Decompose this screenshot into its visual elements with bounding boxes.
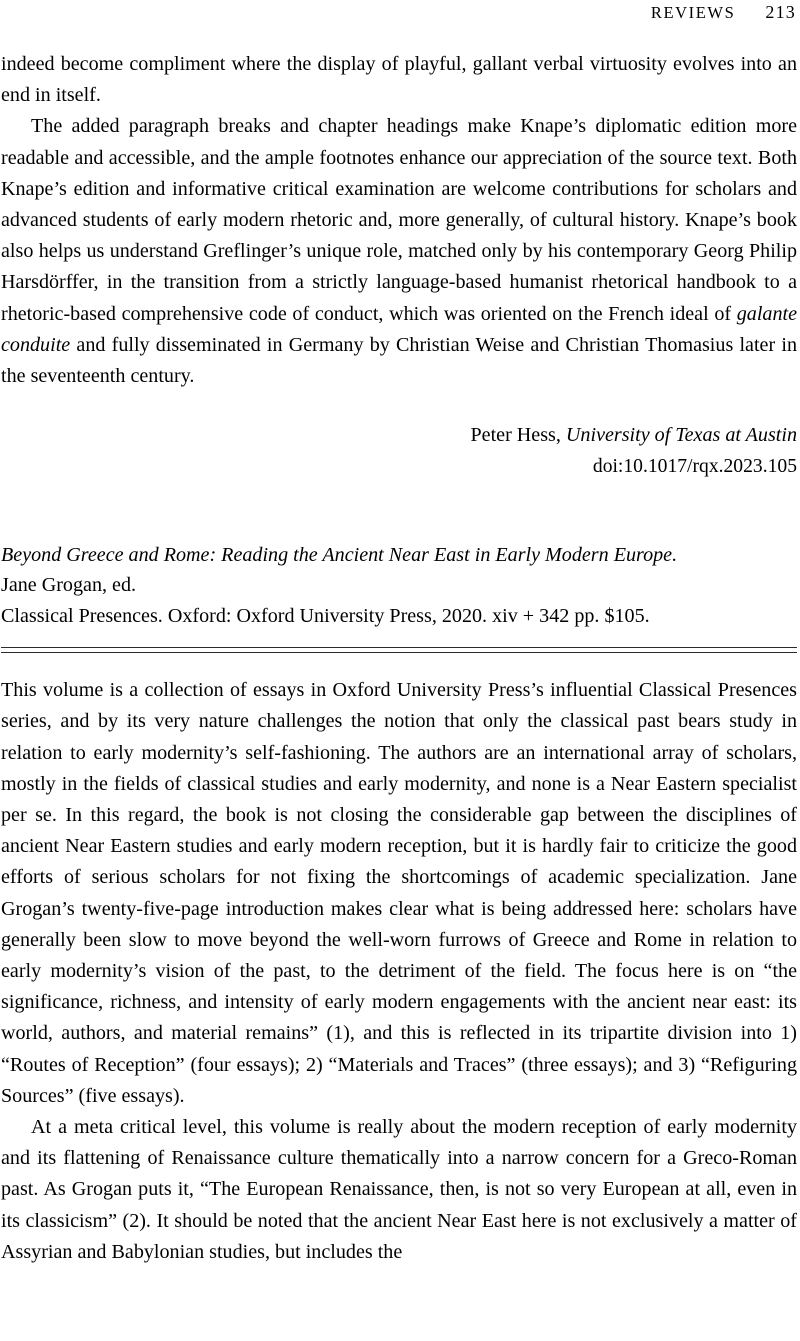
running-head-title: REVIEWS xyxy=(650,3,736,22)
doi-identifier: doi:10.1017/rqx.2023.105 xyxy=(592,456,797,478)
reviewer-name: Peter Hess, xyxy=(470,424,566,447)
running-head xyxy=(1,0,797,28)
review-paragraph-1: This volume is a collection of essays in Oxford University Press’s influential Classical Presences series, and by its very nature challenges the notion that only the classical past bears study in relation to early modernity’s self-fashioning. The authors are an international array of scholars, mostly in the fields of classical studies and early modernity, and none is a Near Eastern specialist per se. In this regard, the book is not closing the considerable gap between the disciplines of ancient Near Eastern studies and early modern reception, but it is hardly fair to criticize the good efforts of serious scholars for not fixing the shortcomings of academic specialization. Jane Grogan’s twenty-five-page introduction makes clear what is being addressed here: scholars have generally been slow to move beyond the well-worn furrows of Greece and Rome in relation to early modernity’s vision of the past, to the detriment of the field. The focus here is on “the significance, richness, and intensity of early modern engagements with the ancient near east: its world, authors, and material remains” (1), and this is reflected in its tripartite division into 1) “Routes of Reception” (four essays); 2) “Materials and Traces” (three essays); and 3) “Refiguring Sources” (five essays). xyxy=(1,679,797,1107)
book-editor: Jane Grogan, ed. xyxy=(1,574,137,597)
review-signature xyxy=(1,420,797,482)
paragraph-text-lead: The added paragraph breaks and chapter headings make Knape’s diplomatic edition more readable and accessible, and the ample footnotes enhance our appreciation of the source text. Both Knape’s edition and informative critical examination are welcome contributions for scholars and advanced students of early modern rhetoric and, more generally, of cultural history. Knape’s book also helps us understand Greflinger’s unique role, matched only by his contemporary Georg Philip Harsdörffer, in the transition from a strictly language-based humanist rhetorical handbook to a rhetoric-based comprehensive code of conduct, which was oriented on the French ideal of xyxy=(1,115,797,325)
book-imprint: Classical Presences. Oxford: Oxford University Press, 2020. xiv + 342 pp. $105. xyxy=(1,604,650,627)
reviewed-book-entry xyxy=(1,540,797,632)
italic-term-galante-conduite: galante conduite xyxy=(1,302,797,356)
page-number: 213 xyxy=(765,2,796,22)
paragraph-text-tail: and fully disseminated in Germany by Christian Weise and Christian Thomasius later in the seventeenth century. xyxy=(1,333,797,388)
section-divider-rule xyxy=(1,647,797,653)
book-title: Beyond Greece and Rome: Reading the Ancient Near East in Early Modern Europe. xyxy=(1,543,678,566)
previous-review-paragraph xyxy=(1,111,797,392)
continued-paragraph: indeed become compliment where the display of playful, gallant verbal virtuosity evolves into an end in itself. xyxy=(1,53,797,107)
reviewer-affiliation: University of Texas at Austin xyxy=(565,424,797,447)
review-paragraph-2: At a meta critical level, this volume is really about the modern reception of early modernity and its flattening of Renaissance culture thematically into a narrow concern for a Greco-Roman past. As Grogan puts it, “The European Renaissance, then, is not so very European at all, even in its classicism” (2). It should be noted that the ancient Near East here is not exclusively a matter of Assyrian and Babylonian studies, but includes the xyxy=(1,1115,797,1263)
